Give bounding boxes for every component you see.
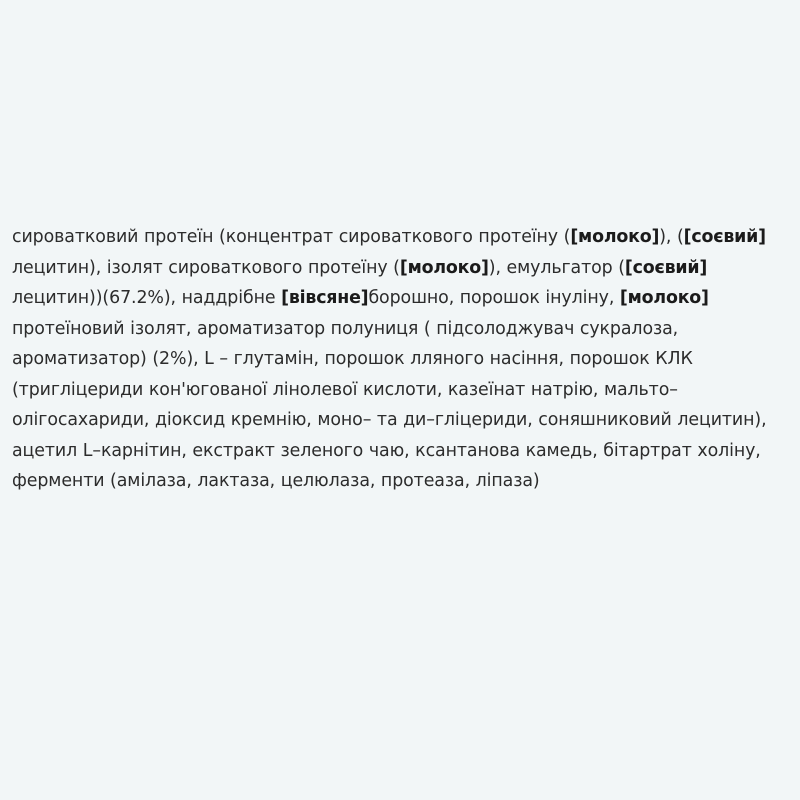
allergen-token: [вівсяне]	[281, 288, 369, 308]
allergen-token: [соєвий]	[624, 257, 708, 278]
ingredient-fragment: ), (	[659, 227, 684, 247]
allergen-token: [молоко]	[619, 288, 709, 308]
allergen-token: [соєвий]	[683, 227, 766, 247]
allergen-token: [молоко]	[570, 227, 660, 247]
ingredient-fragment: лецитин), ізолят сироваткового протеїну (	[12, 227, 772, 278]
ingredient-fragment: протеїновий ізолят, ароматизатор полуниця ( підсолоджувач сукралоза, ароматизатор) (2%), L – глутамін, порошок лляного насіння, порошок КЛК (тригліцериди кон'югованої лінолевої кислоти, казеїнат натрію, мальто–олігосахариди, діоксид кремнію, моно– та ди–гліцериди, соняшниковий лецитин), ацетил L–карнітин, екстракт зеленого чаю, ксантанова камедь, бітартрат холіну, ферменти (амілаза, лактаза, целюлаза, протеаза, ліпаза)	[12, 288, 773, 491]
ingredient-fragment: лецитин))(67.2%), наддрібне	[12, 257, 713, 308]
allergen-token: [молоко]	[399, 257, 489, 278]
ingredients-paragraph	[12, 222, 788, 497]
ingredient-fragment: ), емульгатор (	[488, 257, 625, 278]
ingredient-fragment: сироватковий протеїн (концентрат сироваткового протеїну (	[12, 227, 571, 247]
ingredient-fragment: борошно, порошок інуліну,	[368, 288, 620, 308]
